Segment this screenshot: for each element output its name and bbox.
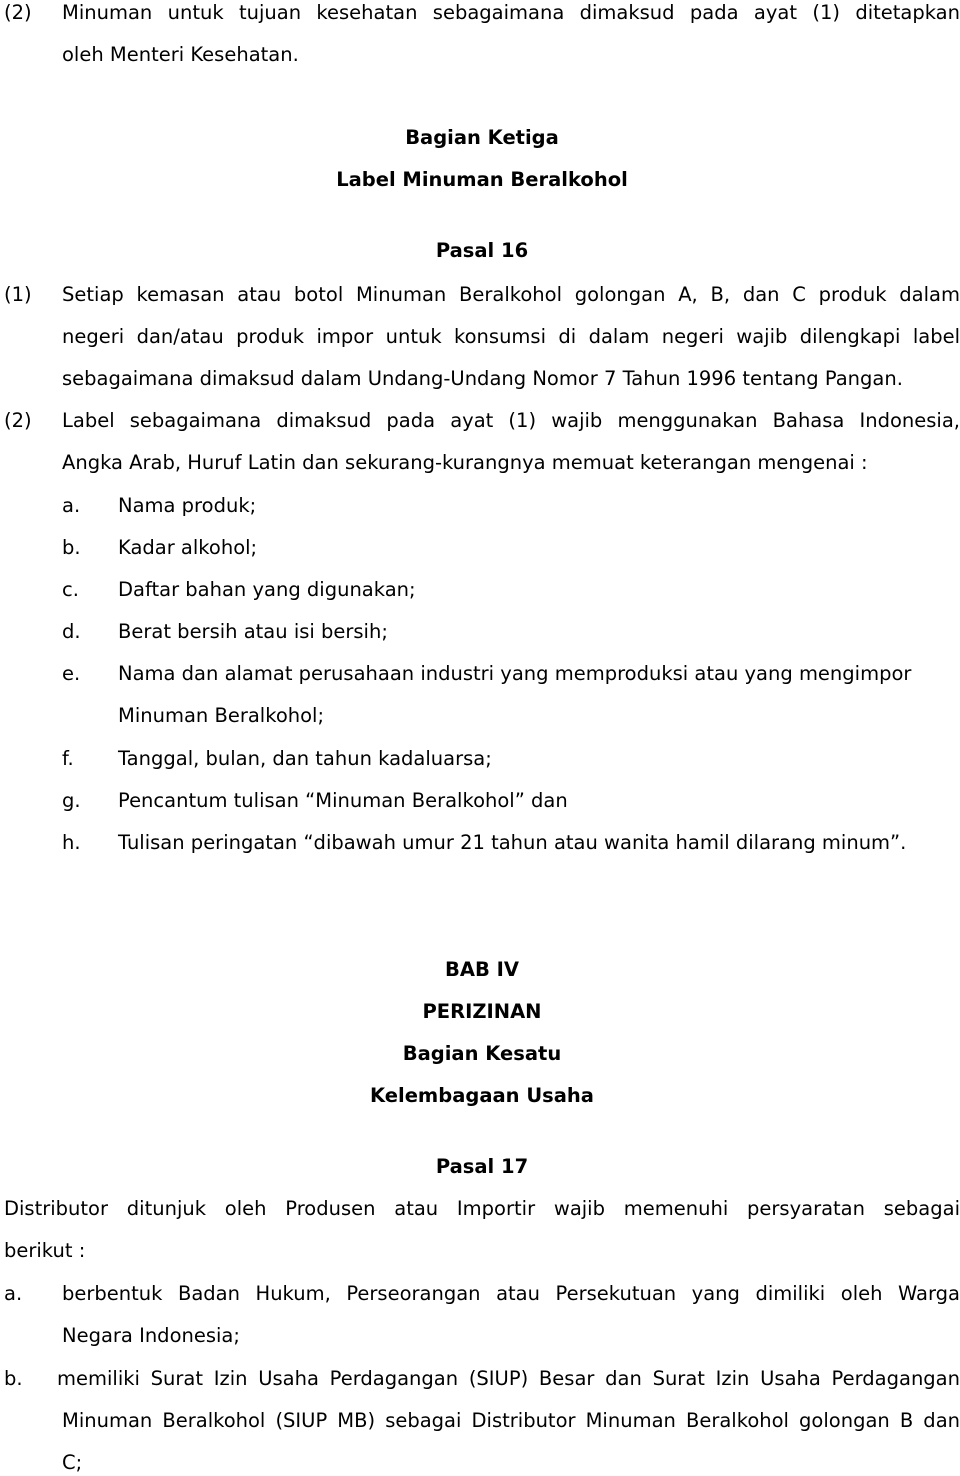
- list-item: Nama produk;: [118, 494, 257, 517]
- list-letter: b.: [4, 1367, 23, 1390]
- list-item-continuation: C;: [62, 1451, 83, 1474]
- paragraph-line: Label sebagaimana dimaksud pada ayat (1) wajib menggunakan Bahasa Indonesia,: [62, 409, 960, 432]
- section-heading: Bagian Ketiga: [405, 126, 559, 149]
- paragraph-line: oleh Menteri Kesehatan.: [62, 43, 299, 66]
- pasal-heading: Pasal 17: [435, 1155, 529, 1178]
- list-item: Kadar alkohol;: [118, 536, 258, 559]
- chapter-title: PERIZINAN: [422, 1000, 542, 1023]
- section-title: Kelembagaan Usaha: [370, 1084, 594, 1107]
- list-letter: a.: [4, 1282, 23, 1305]
- item-number: (1): [4, 283, 32, 306]
- item-number: (2): [4, 1, 32, 24]
- item-number: (2): [4, 409, 32, 432]
- paragraph-line: sebagaimana dimaksud dalam Undang-Undang Nomor 7 Tahun 1996 tentang Pangan.: [62, 367, 903, 390]
- list-item-continuation: Minuman Beralkohol;: [118, 704, 325, 727]
- paragraph-line: negeri dan/atau produk impor untuk konsumsi di dalam negeri wajib dilengkapi label: [62, 325, 960, 348]
- list-item: berbentuk Badan Hukum, Perseorangan atau Persekutuan yang dimiliki oleh Warga: [62, 1282, 960, 1305]
- list-letter: g.: [62, 789, 81, 812]
- chapter-number: BAB IV: [445, 958, 519, 981]
- list-letter: h.: [62, 831, 81, 854]
- paragraph-line: Angka Arab, Huruf Latin dan sekurang-kurangnya memuat keterangan mengenai :: [62, 451, 868, 474]
- paragraph-line: Distributor ditunjuk oleh Produsen atau Importir wajib memenuhi persyaratan sebagai: [4, 1197, 960, 1220]
- list-letter: a.: [62, 494, 81, 517]
- section-title: Label Minuman Beralkohol: [336, 168, 628, 191]
- list-letter: f.: [62, 747, 74, 770]
- list-letter: b.: [62, 536, 81, 559]
- list-item: Pencantum tulisan “Minuman Beralkohol” dan: [118, 789, 568, 812]
- section-heading: Bagian Kesatu: [402, 1042, 562, 1065]
- list-item: Tanggal, bulan, dan tahun kadaluarsa;: [118, 747, 492, 770]
- list-item-continuation: Negara Indonesia;: [62, 1324, 240, 1347]
- pasal-heading: Pasal 16: [435, 239, 529, 262]
- list-item: Tulisan peringatan “dibawah umur 21 tahun atau wanita hamil dilarang minum”.: [118, 831, 907, 854]
- list-item: Berat bersih atau isi bersih;: [118, 620, 388, 643]
- paragraph-line: Minuman untuk tujuan kesehatan sebagaimana dimaksud pada ayat (1) ditetapkan: [62, 1, 960, 24]
- list-item: Daftar bahan yang digunakan;: [118, 578, 416, 601]
- paragraph-line: berikut :: [4, 1239, 86, 1262]
- list-letter: e.: [62, 662, 81, 685]
- list-letter: d.: [62, 620, 81, 643]
- list-item: memiliki Surat Izin Usaha Perdagangan (SIUP) Besar dan Surat Izin Usaha Perdagangan: [57, 1367, 960, 1390]
- list-letter: c.: [62, 578, 79, 601]
- list-item: Nama dan alamat perusahaan industri yang memproduksi atau yang mengimpor: [118, 662, 912, 685]
- list-item-continuation: Minuman Beralkohol (SIUP MB) sebagai Distributor Minuman Beralkohol golongan B dan: [62, 1409, 960, 1432]
- paragraph-line: Setiap kemasan atau botol Minuman Beralkohol golongan A, B, dan C produk dalam: [62, 283, 960, 306]
